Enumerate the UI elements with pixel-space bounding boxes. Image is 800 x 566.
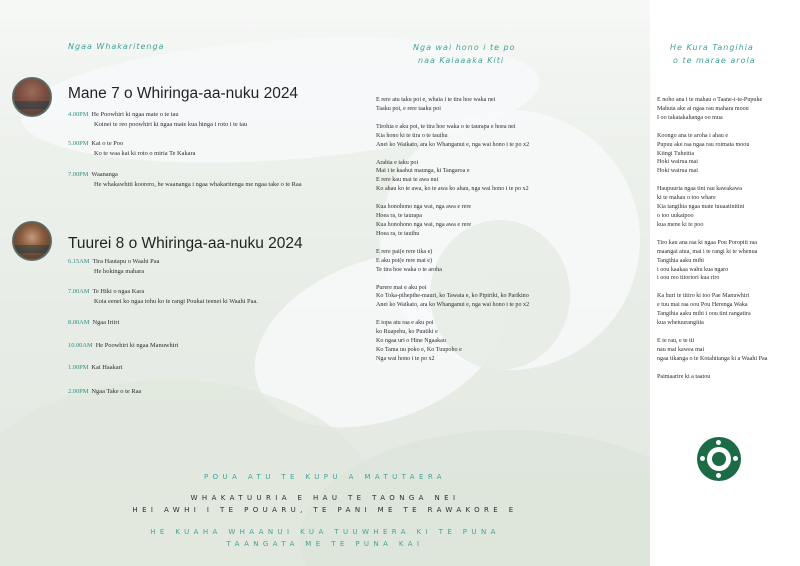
schedule-time: 4.00PM <box>68 111 89 118</box>
schedule-detail: He whakawhiti koorero, he waananga i ngaa whakaritenga me ngaa take o te Raa <box>94 180 302 188</box>
schedule-item <box>68 341 378 351</box>
kiingitanga-emblem <box>697 437 741 481</box>
day1-title: Mane 7 o Whiringa-aa-nuku 2024 <box>68 85 299 102</box>
lyrics-line: Hoea ra, te tauihu <box>376 230 420 237</box>
schedule-title: Ngaa Iriiri <box>92 319 120 326</box>
lyrics-line: Kiingi Tuheitia <box>657 150 695 157</box>
schedule-detail: Ko te waa kai ki roto o miria Te Kakara <box>94 149 196 157</box>
footer-line-4: HE KUAHA WHAANUI KUA TUUWHERA KI TE PUNA <box>150 528 500 536</box>
schedule-time: 7.00PM <box>68 171 89 178</box>
lyrics-line: Ka huri te titiro ki too Pae Manuwhiri <box>657 293 750 300</box>
schedule-item <box>68 363 378 373</box>
lyrics-line: I oo takatakahanga oo mua <box>657 114 723 121</box>
lyrics-heading-1: Nga wai hono i te po <box>413 43 516 52</box>
footer-line-1: POUA ATU TE KUPU A MATUTAERA <box>204 473 446 481</box>
schedule-title: Ngaa Take o te Raa <box>91 387 142 395</box>
lyrics-line: Anei ko Waikato, ara ko Whanganui e, nga wai hono i te po x2 <box>376 302 530 309</box>
lyrics-line: Paimaarire ki a taatou <box>657 373 711 380</box>
lyrics-line: E noho ana i te mahau o Taane-i-te-Pupuke <box>657 97 763 103</box>
lyrics-line: Arahia e taku poi <box>376 159 419 166</box>
schedule-title: Tira Hautapu o Waahi Paa <box>92 258 160 265</box>
day2-schedule <box>68 257 378 396</box>
day1-schedule <box>68 110 378 199</box>
lyrics-line: nau mai kawea mai <box>657 346 705 353</box>
lyrics-line: e tuu mai raa oou Pou Herenga Waka <box>657 302 748 309</box>
schedule-title: Te Hiki o ngaa Kara <box>92 288 145 295</box>
lyrics-stanza <box>657 337 797 364</box>
lyrics-line: E aku poi(e rere mai e) <box>376 257 432 264</box>
lyrics-line: Tangihia aaku mihi i oou tini rangatira <box>657 311 751 318</box>
lyrics-line: Hoki wairua mai <box>657 168 698 175</box>
lyrics-line: Ko Toka-pihepihe-mauri, ko Tawata e, ko Pipiriki, ko Parikino <box>376 293 529 300</box>
schedule-item <box>68 387 378 397</box>
lyrics-stanza <box>376 203 641 239</box>
lyrics-stanza <box>376 159 641 195</box>
lyrics-stanza <box>376 96 641 114</box>
schedule-heading: Ngaa Whakaritenga <box>68 42 165 51</box>
lyrics-stanza <box>657 132 797 177</box>
lyrics-line: Tangihia aaku mihi <box>657 257 704 264</box>
lyrics-line: E rere pai(e rere tika e) <box>376 248 433 255</box>
lyrics-stanza <box>657 373 797 382</box>
lyrics-stanza <box>657 96 797 123</box>
lyrics-line: E te rau, e te tii <box>657 337 695 344</box>
tribute-heading-1: He Kura Tangihia <box>670 43 754 52</box>
footer-line-5: TAANGATA ME TE PUNA KAI <box>226 540 424 548</box>
portrait-avatar <box>12 221 52 261</box>
schedule-detail: He hokinga mahara <box>94 267 145 275</box>
lyrics-line: ngaa tikanga o te Kotahitanga ki a Waahi Paa <box>657 355 768 362</box>
lyrics-line: Mai i te kaahui maunga, ki Tangaroa e <box>376 168 470 175</box>
lyrics-line: Ko ahau ko te awa, ko te awa ko ahau, nga wai hono i te po x2 <box>376 186 529 193</box>
schedule-time: 2.00PM <box>68 387 89 395</box>
schedule-time: 1.00PM <box>68 364 89 371</box>
schedule-item <box>68 318 378 328</box>
schedule-item <box>68 287 378 306</box>
schedule-time: 7.00AM <box>68 288 90 295</box>
schedule-title: Waananga <box>91 171 118 178</box>
schedule-item <box>68 257 378 276</box>
lyrics-line: i oou kaakaa wahu kua ngaro <box>657 266 729 273</box>
lyrics-line: ko Ruapehu, ko Puutiki e <box>376 329 438 336</box>
schedule-title: Kai o te Poo <box>91 140 124 147</box>
lyrics-line: Koongo ana te aroha i ahau e <box>657 132 729 139</box>
lyrics-line: Hoea ra, te taurapa <box>376 213 423 220</box>
lyrics-line: Pupuu ake raa ngaa rau roimata moou <box>657 141 750 148</box>
lyrics-line: Kua honohono nga wai, nga awa e rere <box>376 221 472 228</box>
lyrics-stanza <box>376 319 641 364</box>
lyrics-stanza <box>657 292 797 328</box>
lyrics-stanza <box>657 185 797 230</box>
schedule-time: 5.00PM <box>68 140 89 147</box>
lyrics-line: o too uukaipoo <box>657 212 694 219</box>
tribute-lyrics <box>657 96 797 391</box>
lyrics-line: i oou reo tiioriori kua riro <box>657 275 720 282</box>
schedule-title: He Poowhiri ki ngaa Manuwhiri <box>95 341 179 349</box>
lyrics-line: Kua honohono nga wai, nga awa e rere <box>376 204 472 211</box>
lyrics-stanza <box>657 239 797 284</box>
schedule-title: Kai Haakari <box>91 364 123 371</box>
lyrics-line: maangai atua, mai i te rangi ki te whenua <box>657 248 758 255</box>
footer-line-2: WHAKATUURIA E HAU TE TAONGA NEI <box>190 494 460 502</box>
lyrics-line: kua whetuurangitia <box>657 320 704 327</box>
lyrics-heading-2: naa Kaiaaaka Kiti <box>418 56 505 65</box>
footer-line-3: HEI AWHI I TE POUARU, TE PANI ME TE RAWAKORE E <box>132 506 518 514</box>
schedule-item <box>68 170 378 189</box>
schedule-item <box>68 139 378 158</box>
lyrics-line: Taaku poi, e rere taaku poi <box>376 105 441 112</box>
lyrics-line: kua mene ki te poo <box>657 221 704 228</box>
lyrics-line: Haupuuria ngaa tini rau kawakawa <box>657 186 742 193</box>
lyrics-line: ki te mahau o too whare <box>657 195 716 202</box>
lyrics-line: Kia hono ki te tira o te tauihu <box>376 132 448 139</box>
schedule-time: 6.15AM <box>68 258 90 265</box>
schedule-item <box>68 110 378 129</box>
lyrics-line: Mahuta ake ai ngaa rau mahara moou <box>657 105 749 112</box>
lyrics-stanza <box>376 284 641 311</box>
schedule-detail: Koia eenei ko ngaa tohu ko te rangi Poukai teenei ki Waahi Paa. <box>94 297 258 305</box>
day2-title: Tuurei 8 o Whiringa-aa-nuku 2024 <box>68 235 303 252</box>
waiata-lyrics <box>376 96 641 373</box>
lyrics-stanza <box>376 248 641 275</box>
lyrics-line: E rere atu taku poi e, whaia i te tira hoe waka nei <box>376 97 496 103</box>
schedule-time: 8.00AM <box>68 319 90 326</box>
lyrics-line: Tirohia e aku poi, te tira hoe waka o te taurapa e hoea nei <box>376 123 516 130</box>
lyrics-line: Kia tangihia ngaa mate tuuaatinitini <box>657 204 745 211</box>
lyrics-line: Tiro kau ana raa ki ngaa Pou Poropiti raa <box>657 239 757 246</box>
lyrics-line: Anei ko Waikato, ara ko Whanganui e, nga wai hono i te po x2 <box>376 141 530 148</box>
lyrics-line: Te tira hoe waka o te aroha <box>376 266 442 273</box>
lyrics-line: E rere kau mai te awa nui <box>376 177 439 184</box>
lyrics-line: E topa atu raa e aku poi <box>376 320 434 327</box>
tribute-heading-2: o te marae arola <box>673 56 756 65</box>
lyrics-line: Ko ngaa uri o Hine Ngaakau <box>376 338 446 345</box>
group-photo-avatar <box>12 77 52 117</box>
lyrics-line: Hoki wairua mai <box>657 159 698 166</box>
schedule-detail: Koinei te reo poowhiri ki ngaa mate kua hinga i roto i te tau <box>94 120 248 128</box>
lyrics-line: Ko Tama uu poko e, Ko Tuupoho e <box>376 346 462 353</box>
schedule-time: 10.00AM <box>68 341 93 349</box>
schedule-title: He Poowhiri ki ngaa mate o te tau <box>91 111 179 118</box>
lyrics-line: Purere mai e aku poi <box>376 284 427 291</box>
lyrics-line: Nga wai hono i te po x2 <box>376 355 435 362</box>
lyrics-stanza <box>376 123 641 150</box>
